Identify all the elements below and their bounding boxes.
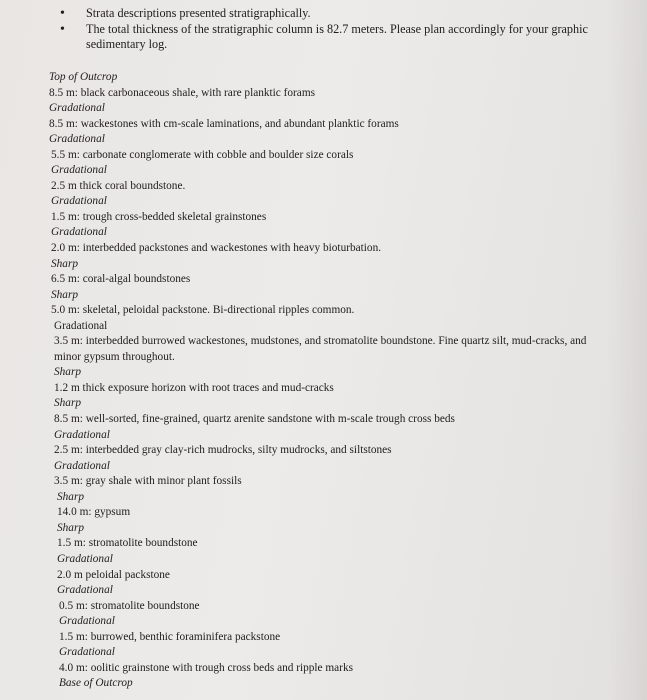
- stratum-description: 8.5 m: black carbonaceous shale, with rare planktic forams: [49, 86, 316, 99]
- contact-label: Sharp: [54, 397, 81, 410]
- stratum-description: 1.5 m: burrowed, benthic foraminifera packstone: [59, 630, 281, 643]
- instruction-text: Strata descriptions presented stratigraphically.: [86, 6, 311, 20]
- contact-label: Gradational: [59, 615, 115, 628]
- instruction-item: [60, 6, 620, 21]
- instruction-text: The total thickness of the stratigraphic column is 82.7 meters. Please plan accordingly for your graphic sedimentary log.: [86, 22, 588, 51]
- bullet-icon: •: [60, 22, 65, 37]
- stratum-description: 4.0 m: oolitic grainstone with trough cross beds and ripple marks: [59, 661, 353, 674]
- contact-label: Gradational: [54, 459, 110, 472]
- contact-label: Sharp: [54, 366, 81, 379]
- instruction-list: [60, 6, 620, 52]
- contact-label: Gradational: [54, 428, 110, 441]
- stratum-description: 1.5 m: stromatolite boundstone: [57, 537, 198, 550]
- contact-label: Top of Outcrop: [49, 71, 118, 83]
- contact-label: Gradational: [49, 133, 105, 146]
- stratum-description: Gradational: [54, 319, 108, 332]
- contact-label: Gradational: [51, 226, 107, 239]
- stratum-description: 3.5 m: interbedded burrowed wackestones, mudstones, and stromatolite boundstone. Fine quartz silt, mud-cracks, and minor gypsum throughout.: [54, 335, 587, 363]
- stratum-description: 14.0 m: gypsum: [57, 506, 131, 519]
- contact-label: Gradational: [59, 646, 115, 659]
- instruction-item: [60, 22, 620, 52]
- strata-log: [49, 70, 609, 692]
- contact-label: Gradational: [57, 584, 113, 597]
- stratum-description: 5.0 m: skeletal, peloidal packstone. Bi-directional ripples common.: [51, 304, 355, 317]
- stratum-description: 8.5 m: wackestones with cm-scale laminations, and abundant planktic forams: [49, 117, 399, 130]
- contact-label: Base of Outcrop: [59, 677, 133, 690]
- bullet-icon: •: [60, 6, 65, 21]
- stratum-description: 2.0 m peloidal packstone: [57, 568, 170, 581]
- stratum-description: 2.0 m: interbedded packstones and wackestones with heavy bioturbation.: [51, 242, 382, 255]
- stratum-description: 8.5 m: well-sorted, fine-grained, quartz arenite sandstone with m-scale trough cross beds: [54, 413, 455, 426]
- page-shadow: [607, 0, 647, 700]
- stratum-description: 2.5 m thick coral boundstone.: [51, 179, 186, 192]
- stratum-description: 0.5 m: stromatolite boundstone: [59, 599, 200, 612]
- stratum-description: 3.5 m: gray shale with minor plant fossils: [54, 475, 242, 488]
- stratum-description: 1.5 m: trough cross-bedded skeletal grainstones: [51, 210, 267, 223]
- stratum-description: 6.5 m: coral-algal boundstones: [51, 273, 191, 286]
- contact-label: Sharp: [51, 257, 78, 270]
- stratum-description: 2.5 m: interbedded gray clay-rich mudrocks, silty mudrocks, and siltstones: [54, 444, 392, 457]
- stratum-description: 5.5 m: carbonate conglomerate with cobble and boulder size corals: [51, 148, 354, 161]
- contact-label: Gradational: [51, 195, 107, 208]
- contact-label: Gradational: [57, 552, 113, 565]
- contact-label: Sharp: [57, 521, 84, 534]
- contact-label: Sharp: [51, 288, 78, 301]
- contact-label: Gradational: [49, 102, 105, 115]
- contact-label: Sharp: [57, 490, 84, 503]
- contact-label: Gradational: [51, 164, 107, 177]
- stratum-description: 1.2 m thick exposure horizon with root traces and mud-cracks: [54, 381, 334, 394]
